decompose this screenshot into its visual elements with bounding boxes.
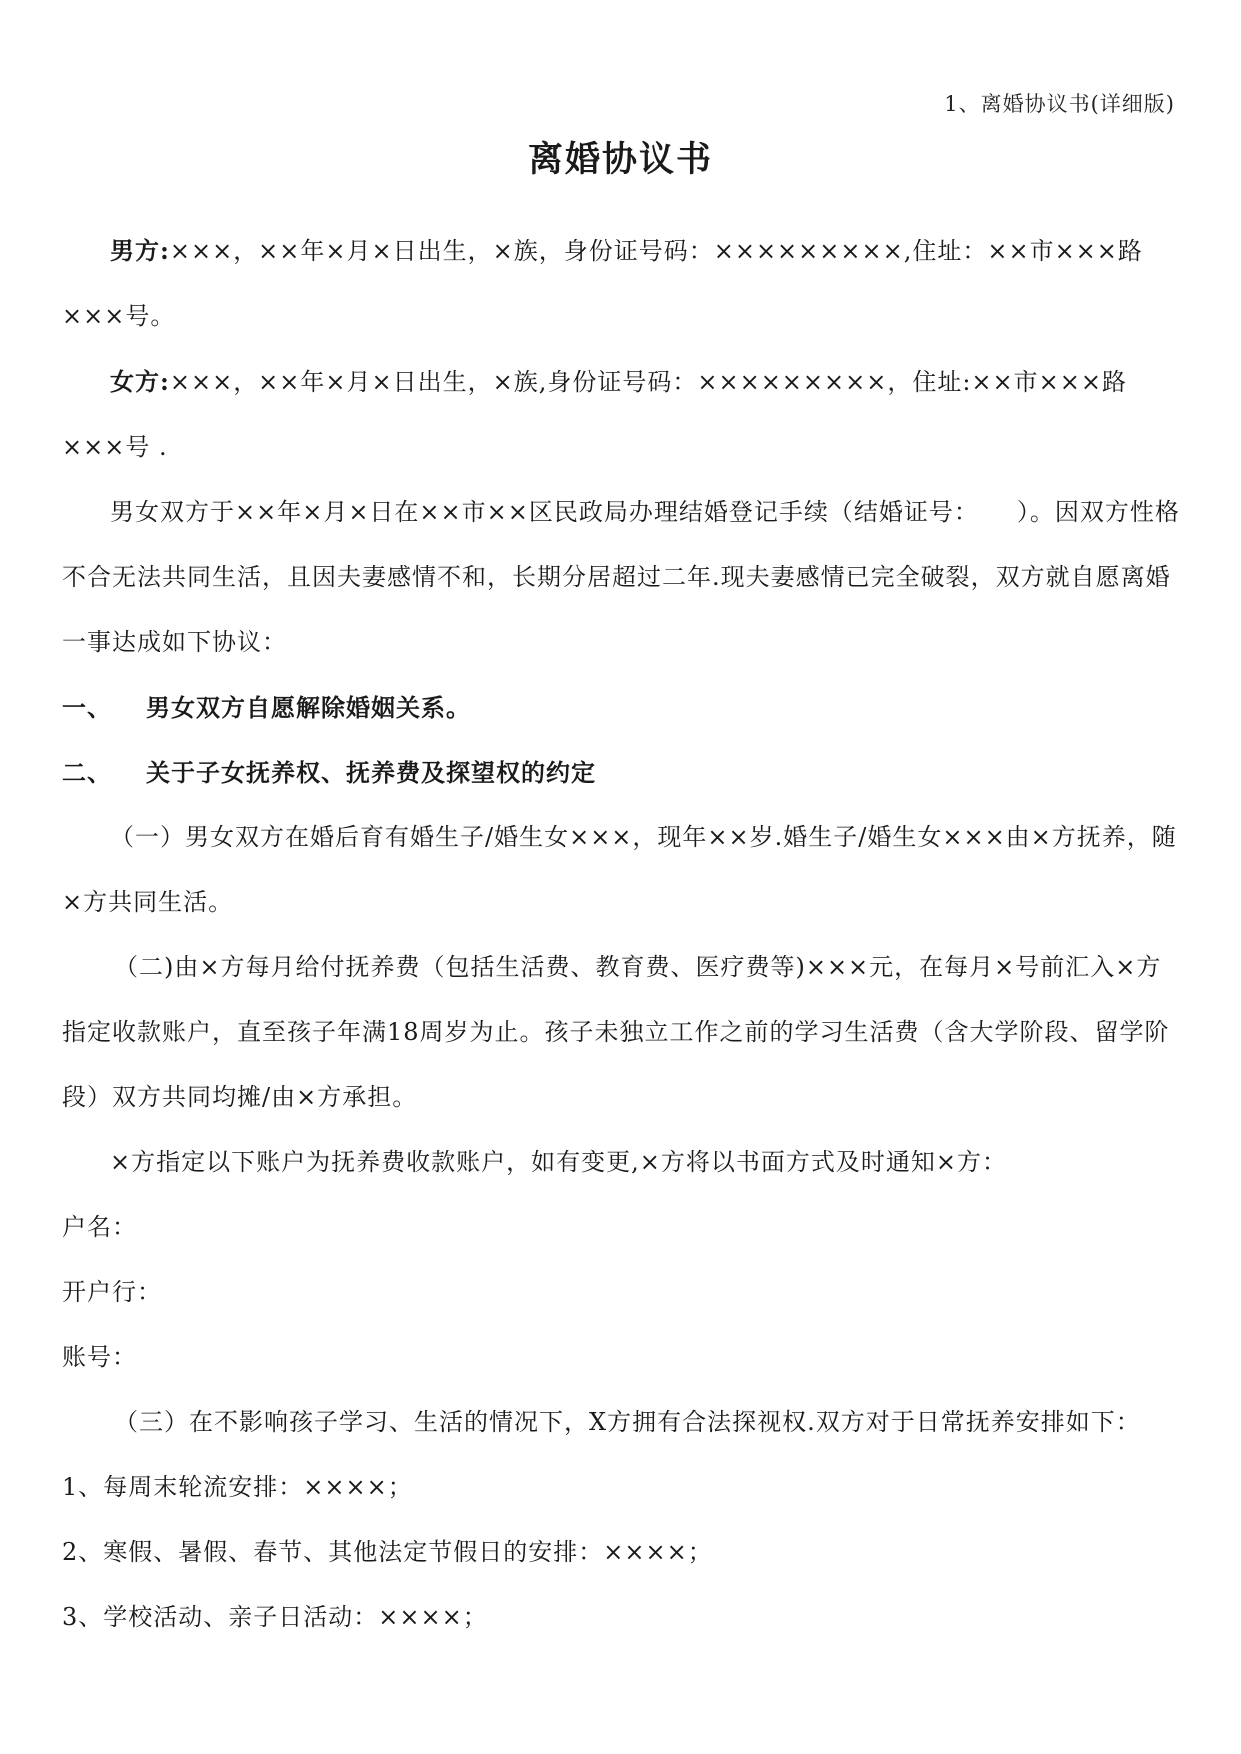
- document-title: 离婚协议书: [527, 139, 713, 180]
- header-note: 1、离婚协议书(详细版): [944, 92, 1175, 116]
- female-party-paragraph: [62, 349, 1180, 480]
- section-1-heading: [62, 675, 1180, 740]
- male-party-label: 男方:: [110, 236, 170, 265]
- female-party-label: 女方:: [110, 367, 170, 396]
- account-number-line: 账号：: [62, 1343, 137, 1371]
- section-1-number: 一、: [62, 693, 112, 722]
- document-body: [62, 218, 1180, 1650]
- clause-1-paragraph: （一）男女双方在婚后育有婚生子/婚生女×××，现年××岁.婚生子/婚生女×××由×方抚养，随×方共同生活。: [62, 823, 1177, 916]
- account-name-line: 户名：: [62, 1213, 137, 1241]
- section-2-number: 二、: [62, 758, 112, 787]
- section-1-text: 男女双方自愿解除婚姻关系。: [146, 693, 471, 722]
- clause-3-paragraph: （三）在不影响孩子学习、生活的情况下，X方拥有合法探视权.双方对于日常抚养安排如下：: [114, 1408, 1141, 1436]
- visitation-item-1: 1、每周末轮流安排：××××；: [62, 1473, 413, 1501]
- account-bank-line: 开户行：: [62, 1278, 162, 1306]
- visitation-item-3: 3、学校活动、亲子日活动：××××；: [62, 1603, 488, 1631]
- female-party-text: ×××，××年×月×日出生，×族,身份证号码：×××××××××，住址:××市×××路×××号 .: [62, 368, 1127, 461]
- clause-2-paragraph: （二)由×方每月给付抚养费（包括生活费、教育费、医疗费等)×××元，在每月×号前汇入×方指定收款账户，直至孩子年满18周岁为止。孩子未独立工作之前的学习生活费（含大学阶段、留学阶段）双方共同均摊/由×方承担。: [62, 953, 1170, 1111]
- intro-paragraph: 男女双方于××年×月×日在××市××区民政局办理结婚登记手续（结婚证号： ）。因双方性格不合无法共同生活，且因夫妻感情不和，长期分居超过二年.现夫妻感情已完全破裂，双方就自愿离婚一事达成如下协议：: [62, 498, 1180, 656]
- section-2-text: 关于子女抚养权、抚养费及探望权的约定: [146, 758, 596, 787]
- male-party-text: ×××，××年×月×日出生，×族，身份证号码：×××××××××,住址：××市×××路×××号。: [62, 237, 1143, 330]
- male-party-paragraph: [62, 218, 1180, 349]
- account-intro-paragraph: ×方指定以下账户为抚养费收款账户，如有变更,×方将以书面方式及时通知×方：: [110, 1148, 1007, 1176]
- section-2-heading: [62, 740, 1180, 805]
- visitation-item-2: 2、寒假、暑假、春节、其他法定节假日的安排：××××；: [62, 1538, 713, 1566]
